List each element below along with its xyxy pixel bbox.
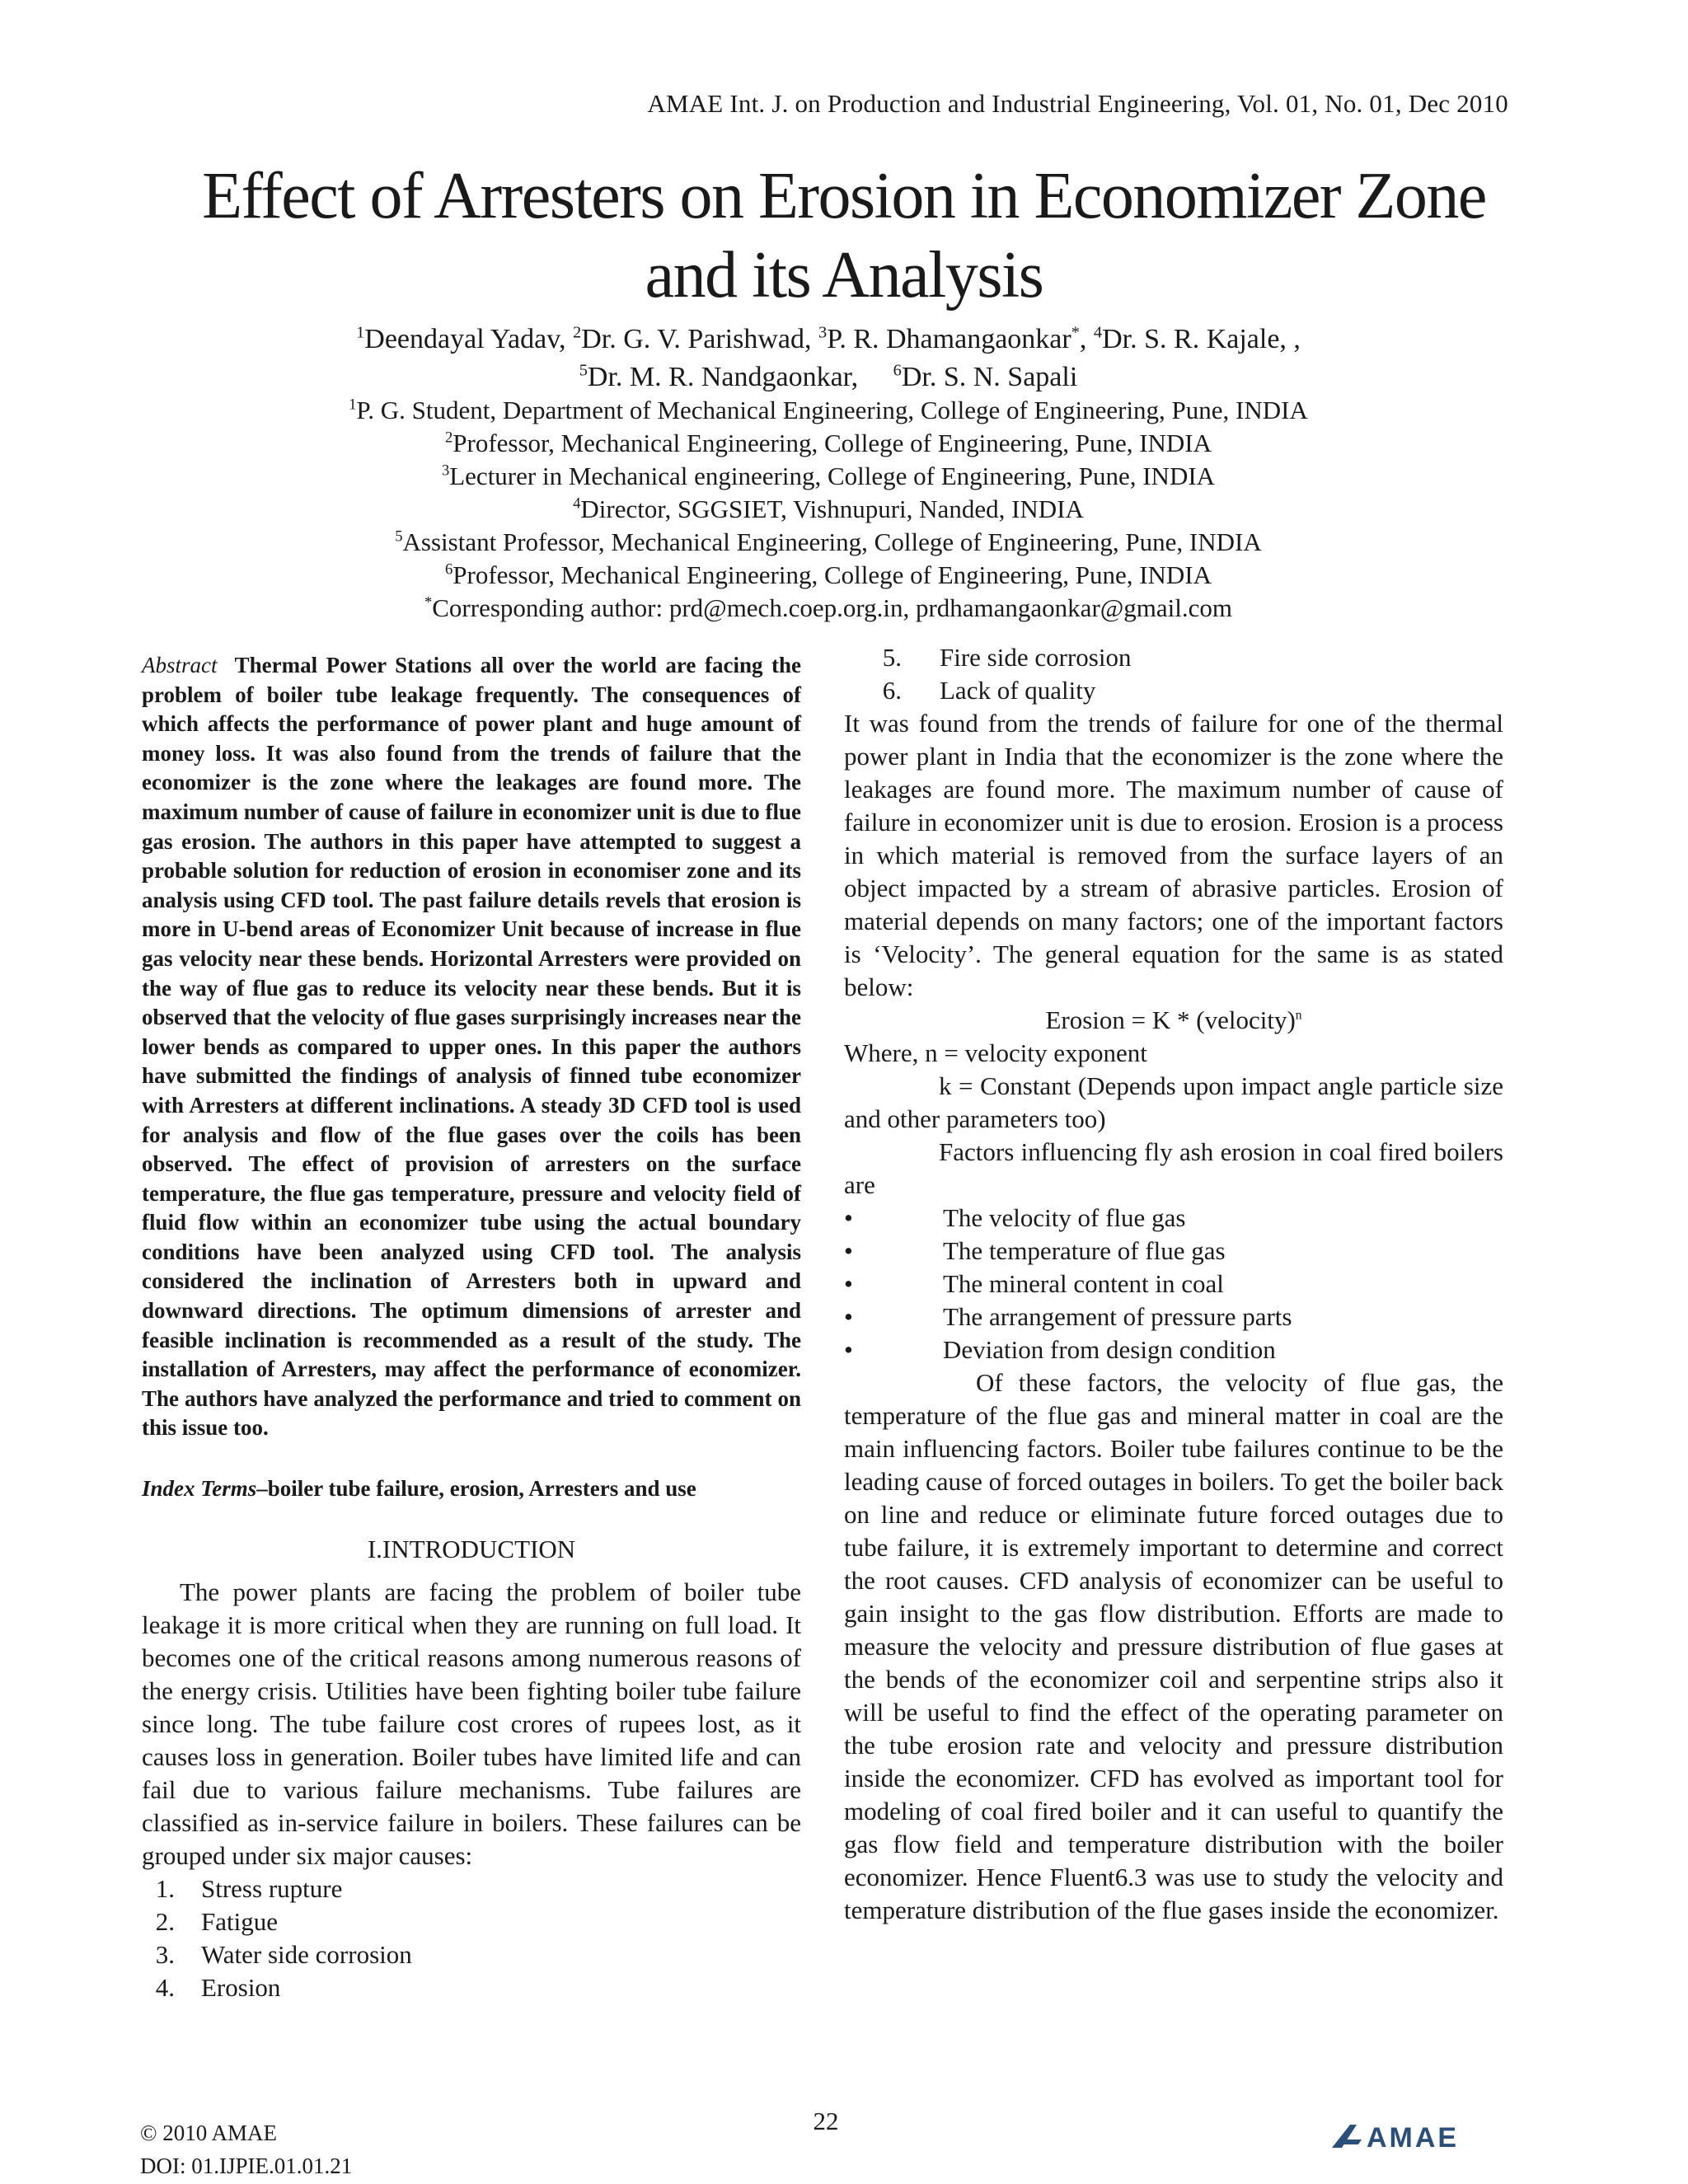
author-sup: 6 — [893, 361, 902, 380]
bullet-icon: • — [844, 1302, 853, 1331]
logo-text: AMAE — [1367, 2122, 1460, 2151]
list-item: 3. Water side corrosion — [155, 1940, 412, 1970]
failure-causes-list-cont — [844, 641, 1503, 707]
author-list — [0, 323, 1657, 394]
list-item: • The arrangement of pressure parts — [844, 1301, 1503, 1333]
k-line: k = Constant (Depends upon impact angle particle size and other parameters too) — [844, 1071, 1503, 1133]
affiliation: $^3$Lecturer in Mechanical engineering, College of Engineering, Pune, INDIA — [441, 462, 1216, 490]
section-heading: I.INTRODUCTION — [367, 1535, 576, 1564]
copyright: © 2010 AMAE — [140, 2121, 278, 2145]
affiliation: $^6$Professor, Mechanical Engineering, College of Engineering, Pune, INDIA — [444, 560, 1212, 589]
bullet-icon: • — [844, 1236, 853, 1265]
abstract-text: Thermal Power Stations all over the world are facing the problem of boiler tube leakage frequently. The consequences of which affects the performance of power plant and huge amount of money loss. It was also found from the trends of failure that the economizer is the zone where the leakages are found more. The maximum number of cause of failure in economizer unit is due to flue gas erosion. The authors in this paper have attempted to suggest a probable solution for reduction of erosion in economiser zone and its analysis using CFD tool. The past failure details revels that erosion is more in U-bend areas of Economizer Unit because of increase in flue gas velocity near these bends. Horizontal Arresters were provided on the way of flue gas to reduce its velocity near these bends. But it is observed that the velocity of flue gases surprisingly increases near the lower bends as compared to upper ones. In this paper the authors have submitted the findings of analysis of finned tube economizer with Arresters at different inclinations. A steady 3D CFD tool is used for analysis and flow of the flue gases over the coils has been observed. The effect of provision of arresters on the surface temperature, the flue gas temperature, pressure and velocity field of fluid flow within an economizer tube using the actual boundary conditions have been analyzed using CFD tool. The analysis considered the inclination of Arresters both in upward and downward directions. The optimum dimensions of arrester and feasible inclination is recommended as a result of the study. The installation of Arresters, may affect the performance of economizer. The authors have analyzed the performance and tried to comment on this issue too. — [142, 653, 802, 1441]
author-name: Dr. S. N. Sapali — [901, 362, 1078, 392]
list-item: • The temperature of flue gas — [844, 1235, 1503, 1268]
author-sup: 5 — [579, 361, 588, 380]
factors-paragraph: Of these factors, the velocity of flue gas, the temperature of the flue gas and mineral matter in coal are the main influencing factors. Boiler tube failures continue to be the leading cause of forced outages in boilers. To get the boiler back on line and reduce or eliminate future forced outages due to tube failure, it is extremely important to determine and correct the root causes. CFD analysis of economizer can be useful to gain insight to the gas flow distribution. Efforts are made to measure the velocity and pressure distribution of flue gases at the bends of the economizer coil and serpentine strips also it will be useful to find the effect of the operating parameter on the tube erosion rate and velocity and pressure distribution inside the economizer. CFD has evolved as important tool for modeling of coal fired boiler and it can useful to quantify the gas flow field and temperature distribution with the boiler economizer. Hence Fluent6.3 was use to study the velocity and temperature distribution of the flue gases inside the economizer. — [844, 1368, 1503, 1924]
affiliation-list — [0, 394, 1657, 625]
where-line: Where, n = velocity exponent — [844, 1038, 1147, 1067]
affiliation: $^2$Professor, Mechanical Engineering, College of Engineering, Pune, INDIA — [444, 429, 1212, 457]
erosion-paragraph: It was found from the trends of failure for one of the thermal power plant in India that the economizer is the zone where the leakages are found more. The maximum number of cause of failure in economizer unit is due to erosion. Erosion is a process in which material is removed from the surface layers of an object impacted by a stream of abrasive particles. Erosion of material depends on many factors; one of the important factors is ‘Velocity’. The general equation for the same is as stated below: — [844, 709, 1503, 1001]
right-column — [844, 641, 1503, 1927]
affiliation: $^4$Director, SGGSIET, Vishnupuri, Nanded, INDIA — [573, 494, 1084, 523]
list-item: 6. Lack of quality — [882, 676, 1096, 705]
author-sup: 4 — [1093, 323, 1103, 342]
corresponding-mark: * — [1071, 323, 1080, 342]
abstract-label: Abstract — [142, 653, 218, 677]
affiliation: $^1$P. G. Student, Department of Mechanical Engineering, College of Engineering, Pune, INDIA — [349, 396, 1308, 424]
list-item: • Deviation from design condition — [844, 1333, 1503, 1366]
page-number: 22 — [813, 2107, 839, 2135]
amae-logo — [1329, 2121, 1503, 2151]
affiliation: $^5$Assistant Professor, Mechanical Engineering, College of Engineering, Pune, INDIA — [395, 527, 1262, 556]
bullet-icon: • — [844, 1269, 853, 1298]
list-item: 4. Erosion — [155, 1973, 281, 2003]
author-name: Dr. S. R. Kajale, , — [1102, 324, 1301, 354]
title-line-1: Effect of Arresters on Erosion in Economizer Zone — [202, 160, 1486, 232]
author-separator: , — [1079, 324, 1094, 354]
title-line-2: and its Analysis — [645, 239, 1043, 312]
left-column — [142, 651, 801, 2004]
author-sup: 2 — [573, 323, 582, 342]
list-item: 1. Stress rupture — [155, 1874, 343, 1904]
author-name: P. R. Dhamangaonkar — [827, 324, 1071, 354]
journal-header: AMAE Int. J. on Production and Industrial Engineering, Vol. 01, No. 01, Dec 2010 — [647, 89, 1508, 118]
erosion-equation: Erosion = K * (velocity)$^n$ — [1045, 1005, 1302, 1034]
author-sup: 3 — [818, 323, 828, 342]
index-terms-text: –boiler tube failure, erosion, Arresters and use — [256, 1476, 696, 1502]
author-sup: 1 — [356, 323, 365, 342]
factors-list — [844, 1202, 1503, 1366]
list-item: • The velocity of flue gas — [844, 1202, 1503, 1235]
doi: DOI: 01.IJPIE.01.01.21 — [140, 2154, 353, 2178]
corresponding-author: *Corresponding author: prd@mech.coep.org.in, prdhamangaonkar@gmail.com — [424, 593, 1233, 622]
factors-intro: Factors influencing fly ash erosion in coal fired boilers are — [844, 1137, 1503, 1199]
author-name: Dr. G. V. Parishwad, — [581, 324, 818, 354]
abstract — [142, 651, 801, 1443]
failure-causes-list — [142, 1872, 801, 2004]
index-terms-label: Index Terms — [142, 1476, 257, 1502]
list-item: • The mineral content in coal — [844, 1268, 1503, 1301]
author-name: Deendayal Yadav, — [364, 324, 574, 354]
list-item: 2. Fatigue — [155, 1907, 278, 1937]
list-item: 5. Fire side corrosion — [882, 643, 1132, 672]
author-name: Dr. M. R. Nandgaonkar, — [587, 362, 859, 392]
index-terms — [142, 1476, 801, 1502]
paper-title — [0, 157, 1688, 315]
bullet-icon: • — [844, 1203, 853, 1232]
bullet-icon: • — [844, 1335, 853, 1364]
intro-paragraph: The power plants are facing the problem of boiler tube leakage it is more critical when they are running on full load. It becomes one of the critical reasons among numerous reasons of the energy crisis. Utilities have been fighting boiler tube failure since long. The tube failure cost crores of rupees lost, as it causes loss in generation. Boiler tubes have limited life and can fail due to various failure mechanisms. Tube failures are classified as in-service failure in boilers. These failures can be grouped under six major causes: — [142, 1577, 801, 1871]
